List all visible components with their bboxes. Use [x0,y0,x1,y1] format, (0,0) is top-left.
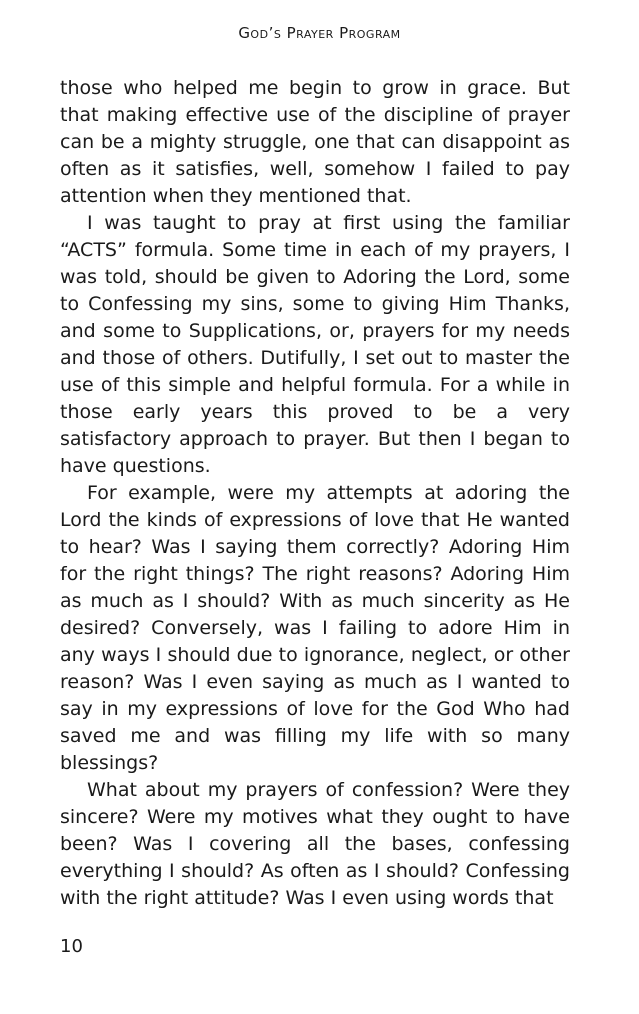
paragraph-acts-formula: I was taught to pray at first using the familiar “ACTS” formula. Some time in each of my prayers, I was told, should be given to Adoring the Lord, some to Confessing my sins, some to giving Him Thanks, and some to Supplications, or, prayers for my needs and those of others. Dutifully, I set out to master the use of this simple and helpful formula. For a while in those early years this proved to be a very satisfactory approach to prayer. But then I began to have questions. [60,212,570,477]
running-head: God’s Prayer Program [238,24,401,42]
paragraph-confession: What about my prayers of confession? Were they sincere? Were my motives what they ought to have been? Was I covering all the bases, confessing everything I should? As often as I should? Confessing with the right attitude? Was I even using words that [60,779,570,909]
page-number: 10 [60,936,83,957]
paragraph-continued: those who helped me begin to grow in grace. But that making effective use of the discipline of prayer can be a mighty struggle, one that can disappoint as often as it satisfies, well, somehow I failed to pay attention when they mentioned that. [60,77,570,207]
paragraph-adoration: For example, were my attempts at adoring the Lord the kinds of expressions of love that He wanted to hear? Was I saying them correctly? Adoring Him for the right things? The right reasons? Adoring Him as much as I should? With as much sincerity as He desired? Conversely, was I failing to adore Him in any ways I should due to ignorance, neglect, or other reason? Was I even saying as much as I wanted to say in my expressions of love for the God Who had saved me and was filling my life with so many blessings? [60,482,570,774]
page-body [60,75,570,912]
